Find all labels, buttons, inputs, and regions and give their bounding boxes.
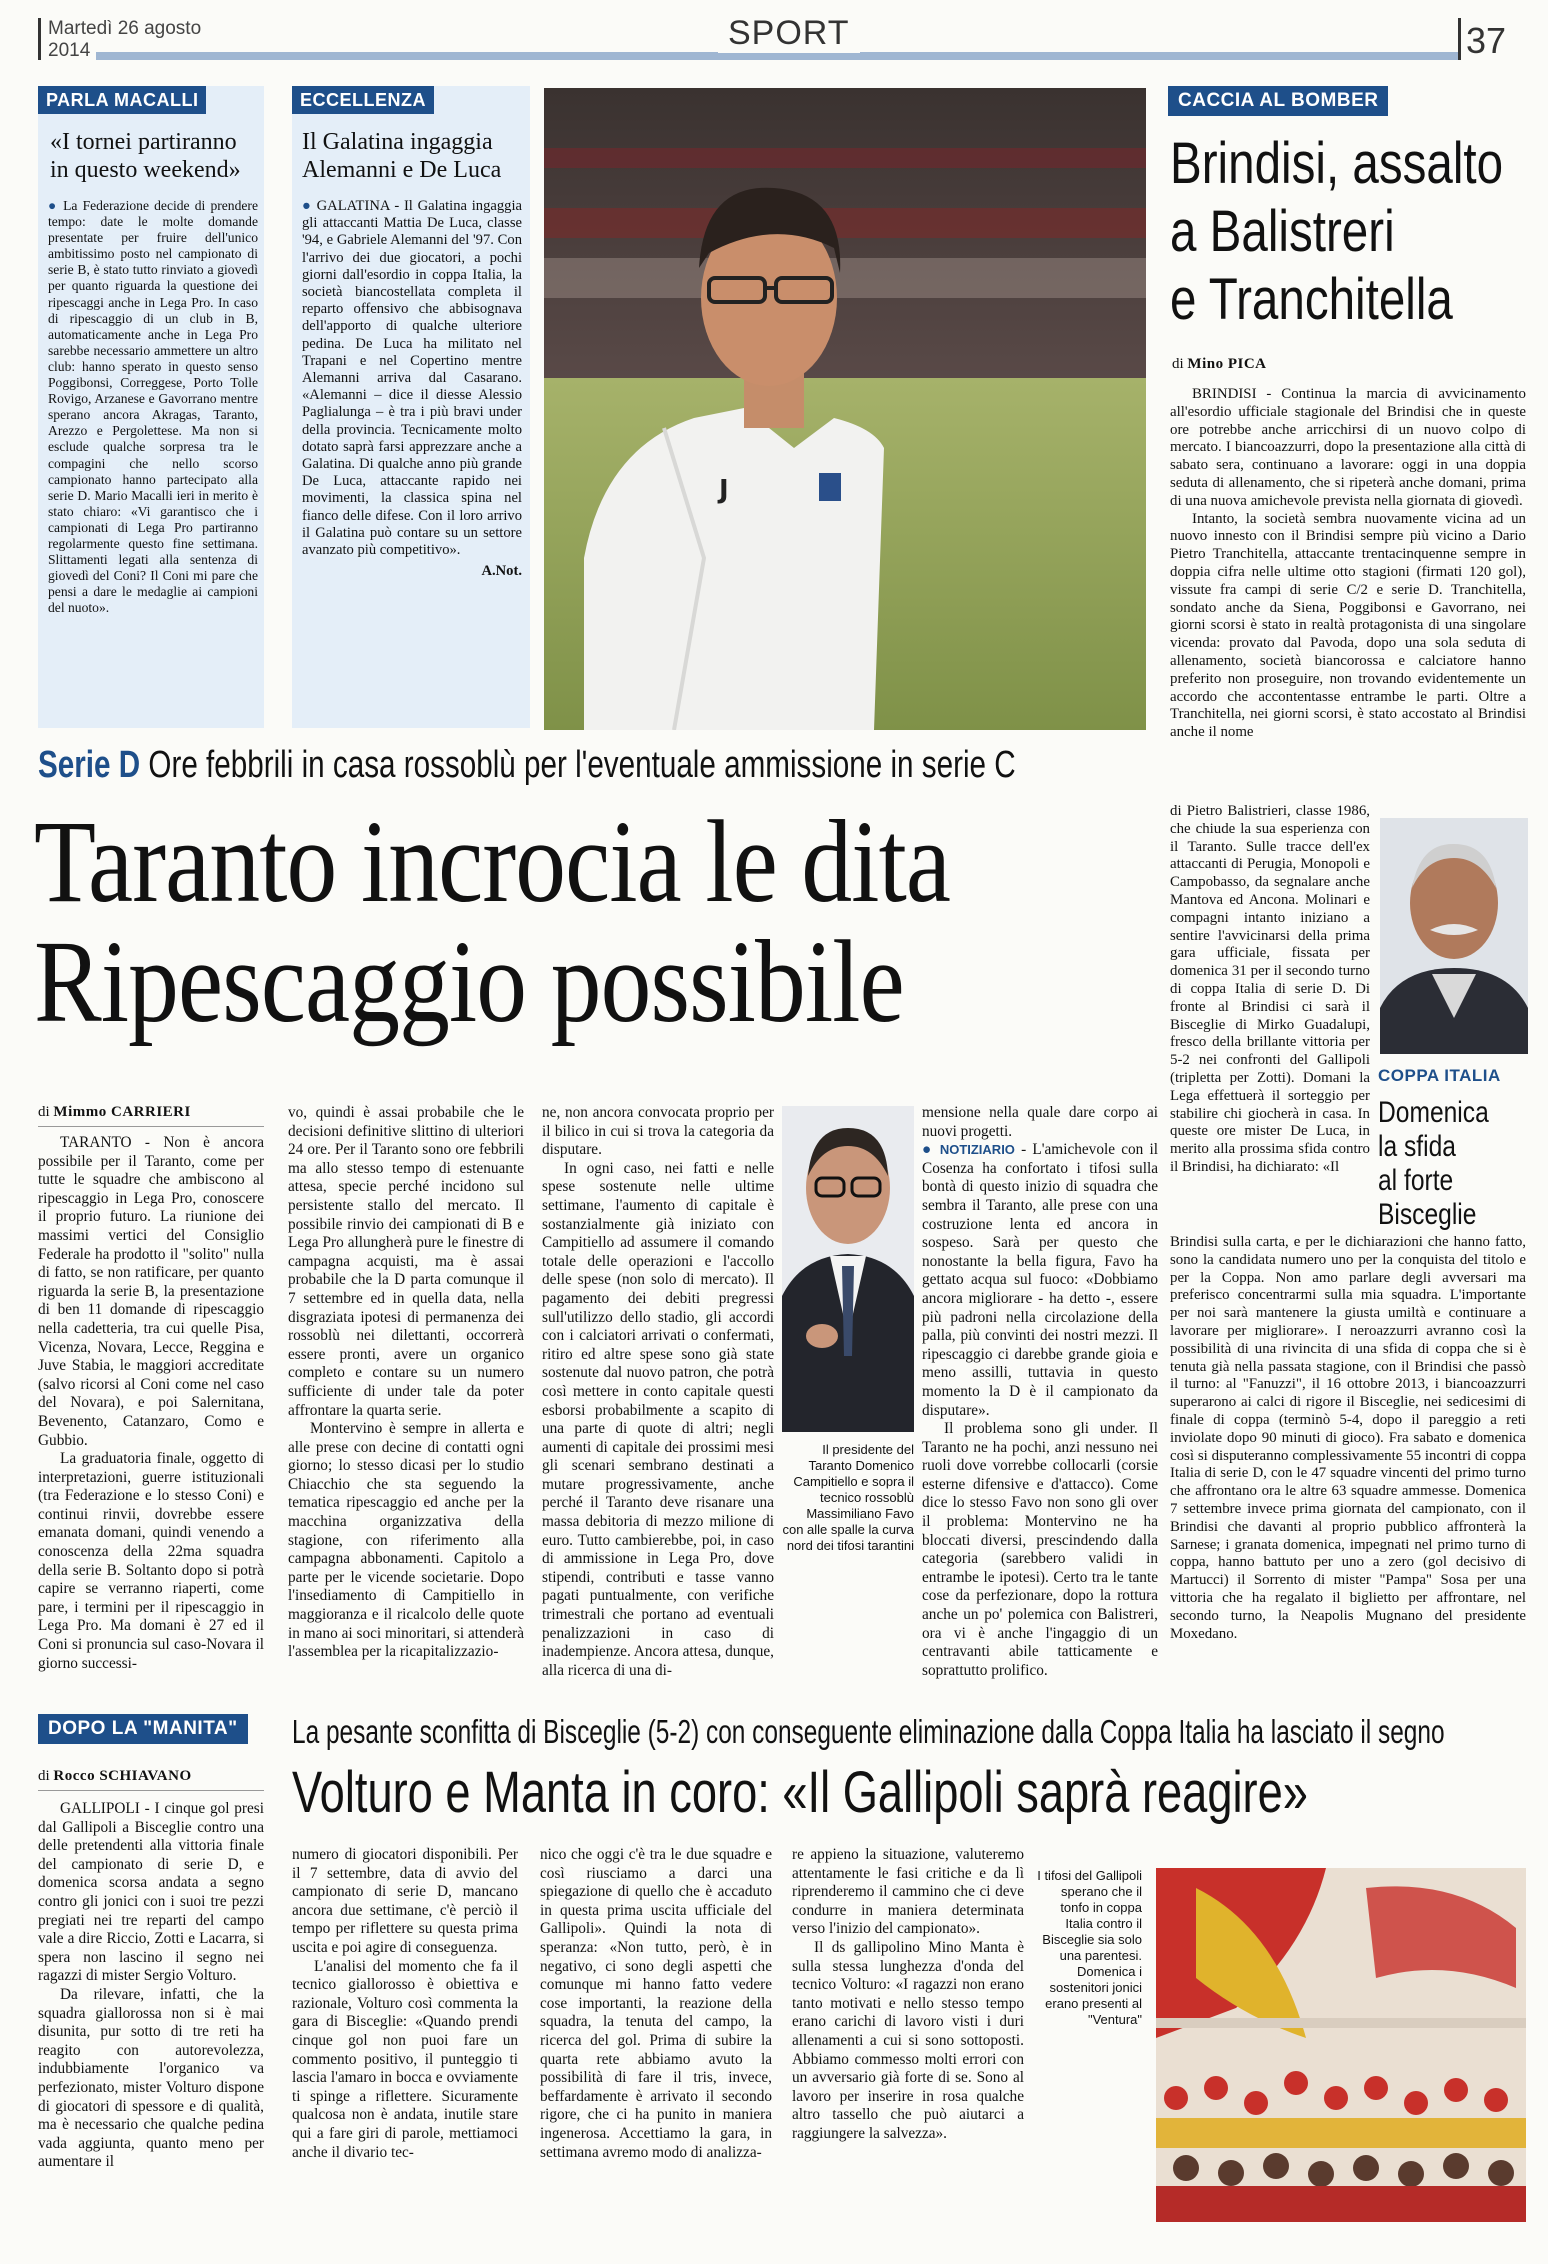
byline-prefix: di [38,1768,50,1784]
page-header [38,14,1507,64]
coppa-title-line: la sfida [1378,1130,1456,1163]
coppa-title-line: al forte [1378,1164,1454,1197]
brindisi-paragraph: Intanto, la società sembra nuovamente vicina ad un nuovo innesto con il Brindisi sempre più vicino a Dario Pietro Tranchitella, attaccante trentacinquenne sempre in doppia cifra nelle ultime otto stagioni (firmati 120 gol), vissute fra campi di serie C/2 e serie D. Tranchitella, sondato anche da Siena, Poggibonsi e Gavorrano, nei giorni scorsi è stato in realtà protagonista di una singolare vicenda: provato dal Pavoda, dopo una sola seduta di allenamento, società biancorossa e calciatore hanno preferito non proseguire, non trovando evidentemente un accordo che accontentasse entrambe le parti. Oltre a Tranchitella, nei giorni scorsi, è stato accostato al Brindisi anche il nome [1170,510,1526,741]
gallipoli-column-4 [792,1846,1024,2144]
taranto-headline-line: Ripescaggio possibile [34,916,904,1047]
macalli-body: La Federazione decide di prendere tempo: date le molte domande presentate per fruire dell'unico ambitissimo posto nel campionato di serie B, è stato tutto rinviato a giovedì per quanto riguarda la questione dei ripescaggi anche in Lega Pro. In caso di ripescaggio di un club in B, automaticamente anche in Lega Pro sarebbe necessario ammettere un altro club: hanno sperato in questo senso Poggibonsi, Correggese, Porto Tolle Rovigo, Arzanese e Gavorrano mentre sperano ancora Akragas, Taranto, Arezzo e Pergolettese. Ma non si esclude qualche sorpresa tra le compagini che nello scorso campionato hanno partecipato alla serie D. Mario Macalli ieri in merito è stato chiaro: «Vi garantisco che i campionati di Lega Pro partiranno regolarmente questo fine settimana. Slittamenti legati alla sentenza di giovedì del Coni? Il Coni mi pare che pensi a dare le medaglie ai campioni del nuoto». [48,198,258,616]
gallipoli-paragraph: re appieno la situazione, valuteremo attentamente le fasi critiche e da lì riprenderemo il cammino che ci deve condurre in maniera determinata verso l'inizio del campionato». [792,1846,1024,1938]
gallipoli-kicker: DOPO LA "MANITA" [38,1714,248,1744]
gallipoli-byline [38,1768,192,1785]
macalli-article [48,198,258,616]
notiziario-label: NOTIZIARIO [939,1142,1015,1158]
gallipoli-paragraph: numero di giocatori disponibili. Per il 7 settembre, data di avvio del campionato di serie D, mancano ancora due settimane, c'è perciò il tempo per riflettere su questa prima uscita e poi agire di conseguenza. [292,1846,518,1956]
gallipoli-paragraph: GALLIPOLI - I cinque gol presi dal Gallipoli a Bisceglie contro una delle pretendenti alla vittoria finale del campionato di serie D, e domenica scorsa andata a segno contro gli jonici con i suoi tre pezzi pregiati nei tre reparti del campo vale a dire Riccio, Zotti e Lacarra, si spera non lascino il segno nei ragazzi di mister Sergio Volturo. [38,1800,264,1985]
taranto-column-3 [542,1104,774,1680]
taranto-notiziario-text: L'amichevole con il Cosenza ha confortato i tifosi sulla bontà di questo inizio di squadra che sembra il Taranto, alle prese con una costruzione lenta ed ancora in sospeso. Sarà per questo che nonostante la bella figura, Favo ha gettato acqua sul fuoco: «Dobbiamo ancora migliorare - ha detto -, essere più padroni nella circolazione della palla, più convinti dei nostri mezzi. Il ripescaggio ci darebbe grande gioia e meno assilli, tuttavia in questo momento la D è il campionato da disputare». [922,1141,1158,1419]
taranto-paragraph: Il problema sono gli under. Il Taranto ne ha pochi, anzi nessuno nei ruoli dove vorrebbe collocarli (corsie esterne difensive e d'attacco). Come dice lo stesso Favo non sono gli over il problema: Montervino ne ha bloccati diversi, prescindendo dalla categoria (sarebbero validi in entrambe le ipotesi). Certo tra le tante cose da perfezionare, dopo la rottura anche un po' polemica con Balistreri, ora vi è anche l'ingaggio di un centravanti abile tatticamente e soprattutto prolifico. [922,1420,1158,1679]
svg-text:J: J [719,475,729,505]
coppa-title-line: Bisceglie [1378,1198,1477,1231]
taranto-column-4: mensione nella quale dare corpo ai nuovi progetti. ● NOTIZIARIO - L'amichevole con il Cosenza ha confortato i tifosi sulla bontà di questo inizio di squadra che sembra il Taranto, alle prese con una costruzione lenta ed ancora in sospeso. Sarà per questo che nonostante la bella figura, Favo ha gettato acqua sul fuoco: «Dobbiamo ancora migliorare - ha detto -, essere più padroni nella circolazione della palla, più convinti dei nostri mezzi. Il ripescaggio ci darebbe grande gioia e meno assilli, tuttavia in questo momento la D è il campionato da disputare». Il problema sono gli under. Il Taranto ne ha pochi, anzi nessuno nei ruoli dove vorrebbe collocarli (corsie esterne difensive e d'attacco). Come dice lo stesso Favo non sono gli over il problema: Montervino ne ha bloccati diversi, prescindendo dalla categoria (sarebbero validi in entrambe le ipotesi). Certo tra le tante cose da perfezionare, dopo la rottura anche un po' polemica con Balistreri, ora vi è anche l'ingaggio di un centravanti abile tatticamente e soprattutto prolifico. [922,1104,1158,1679]
taranto-byline [38,1104,191,1121]
byline-prefix: di [38,1104,50,1120]
page-number: 37 [1466,20,1507,61]
header-date: Martedì 26 agosto [48,18,202,39]
header-year: 2014 [48,40,91,61]
brindisi-title [1170,130,1503,334]
section-title: SPORT [718,14,860,53]
taranto-column-1 [38,1134,264,1673]
bullet-icon: ● [302,198,312,214]
brindisi-byline [1172,356,1267,373]
gallipoli-paragraph: Da rilevare, infatti, che la squadra giallorossa non si è mai disunita, pur sotto di tre reti ha reagito con autorevolezza, indubbiamente l'organico va perfezionato, mister Volturo dispone di giocatori di spessore e di qualità, ma è necessario che qualche pedina vada aggiunta, quanto meno per aumentare il [38,1985,264,2171]
taranto-paragraph: vo, quindi è assai probabile che le decisioni definitive slittino di ulteriori 24 ore. Per il Taranto sono ore febbrili ma allo stesso tempo di estenuante attesa, specie perché incidono sul persistente stallo del mercato. Il possibile rinvio dei campionati di B e Lega Pro allungherà pure le finestre di campagna acquisti, ma è assai probabile che la D parta comunque il 7 settembre ed in quella data, nella disgraziata ipotesi di permanenza dei rossoblù nei dilettanti, occorrerà essere pronti, avere un organico completo e contare su un numero sufficiente di under tale da poter affrontare la quarta serie. [288,1104,524,1419]
galatina-title: Il Galatina ingaggia Alemanni e De Luca [302,129,502,183]
taranto-paragraph: Montervino è sempre in allerta e alle prese con decine di contatti ogni giorno; lo stesso dicasi per lo studio Chiacchio che sta seguendo la tematica ripescaggio ed anche per la macchina organizzativa della stagione, con riferimento alla campagna abbonamenti. Capitolo a parte per le vicende societarie. Dopo l'insediamento di Campitiello in maggioranza e il ricalcolo delle quote in mano ai soci minoritari, si attenderà l'assemblea per la ricapitalizzazio- [288,1420,524,1661]
gallipoli-column-3 [540,1846,772,2162]
brindisi-article-wrap [1170,803,1370,1177]
taranto-paragraph: In ogni caso, nei fatti e nelle spese sostenute nelle ultime settimane, l'aumento di capitale è sostanzialmente già iniziato con Campitiello ad assumere il comando totale delle operazioni e l'accollo delle spese (non solo di mercato). Il pagamento dei debiti pregressi sull'utilizzo dello stadio, gli accordi con i calciatori arrivati o confermati, ritiro ed altre spese sono già state sostenute dal nuovo patron, che potrà così mettere in conto capitale questi esborsi probabilmente a scapito di una parte di quote di altri; negli aumenti di capitale dei prossimi mesi gli scenari sembrano destinati a mutare progressivamente, anche perché il Taranto deve risanare una massa debitoria di mezzo milione di euro. Tutto cambierebbe, poi, in caso di ammissione in Lega Pro, dove stipendi, contributi e tasse vanno pagati puntualmente, con verifiche trimestrali che portano ad eventuali penalizzazioni in caso di inadempienze. Ancora attesa, dunque, alla ricerca di una di- [542,1159,774,1679]
header-right-rule [1458,18,1461,60]
header-left-rule [38,18,41,60]
byline-rule [38,1126,264,1127]
fans-caption: I tifosi del Gallipoli sperano che il tonfo in coppa Italia contro il Bisceglie sia solo una parentesi. Domenica i sostenitori jonici erano presenti al "Ventura" [1037,1868,1142,2027]
fans-illustration [1156,1868,1526,2222]
brindisi-paragraph: di Pietro Balistrieri, classe 1986, che chiude la sua esperienza con il Taranto. Sulle tracce dell'ex attaccanti di Perugia, Monopoli e Campobasso, da segnalare anche Mantova ed Ancona. Molinari e compagni intanto iniziano a sentire l'avvicinarsi della prima gara ufficiale, fissata per domenica 31 per il secondo turno di coppa Italia di serie D. Di fronte al Brindisi ci sarà il Bisceglie di Mirko Guadalupi, fresco della brillante vittoria per 5-2 nei confronti del Gallipoli (tripletta per Zotti). Domani la Lega effettuerà il sorteggio per stabilire chi giocherà in casa. In queste ore mister De Luca, in merito alla prossima sfida contro il Brindisi, ha dichiarato: «Il [1170,803,1370,1175]
coppa-kicker: COPPA ITALIA [1378,1066,1501,1085]
president-caption: Il presidente del Taranto Domenico Campitiello e sopra il tecnico rossoblù Massimiliano Favo con alle spalle la curva nord dei tifosi tarantini [782,1442,914,1553]
brindisi-title-line: a Balistreri [1170,199,1395,264]
galatina-body: Il Galatina ingaggia gli attaccanti Mattia De Luca, classe '94, e Gabriele Alemanni del '97. Con l'arrivo dei due giocatori, a pochi giorni dall'esordio in coppa Italia, la società biancostellata completa il reparto offensivo che abbisognava dell'apporto di qualche ulteriore pedina. De Luca ha militato nel Trapani e nel Copertino mentre Alemanni arriva dal Casarano. «Alemanni – dice il diesse Alessio Paglialunga – è tra i più bravi under della provincia. Tecnicamente molto dotato saprà farsi apprezzare anche a Galatina. Di qualche anno più grande De Luca, attaccante rapido nei movimenti, la classica spina nel fianco delle difese. Con il loro arrivo il Galatina può contare su un settore avanzato più competitivo». [302,198,522,559]
taranto-column-2 [288,1104,524,1662]
brindisi-paragraph: Brindisi sulla carta, e per le dichiarazioni che hanno fatto, sono la candidata numero uno per la conquista del titolo e per la Coppa. Non amo parlare degli avversari ma preferisco concentrarmi sulla mia squadra. L'importante per noi sarà mantenere la giusta umiltà e continuare a lavorare per migliorare». I neroazzurri avranno così la possibilità di una rivincita di una sfida di coppa che si è tenuta già nella passata stagione, con il Brindisi che passò il turno: al "Fanuzzi", il 16 ottobre 2013, i biancoazzurri superarono ai calci di rigore il Bisceglie, nei sedicesimi di finale di coppa (terminò 5-4, dopo il pareggio a reti inviolate dopo 90 minuti di gioco). Fra sabato e domenica così si disputeranno complessivamente 55 incontri di coppa Italia di serie D, con le 47 squadre vincenti del primo turno che affrontano ora le altre 63 squadre ammesse. Domenica 7 settembre invece prima giornata del campionato, con il Brindisi che davanti al proprio pubblico affronterà la Sarnese; i granata domenica, impegnati nel primo turno di coppa, hanno battuto per uno a zero (gol decisivo di Martucci) il Sorrento di mister "Pampa" Sosa per una vittoria che ha regalato il biglietto per affrontare, nel secondo turno, la Neapolis Mugnano del presidente Moxedano. [1170,1234,1526,1642]
taranto-author: Mimmo CARRIERI [53,1104,191,1120]
brindisi-author: Mino PICA [1187,356,1267,372]
taranto-headline [34,796,951,1047]
byline-prefix: di [1172,356,1184,372]
byline-rule [38,1790,264,1791]
brindisi-paragraph: BRINDISI - Continua la marcia di avvicinamento all'esordio ufficiale stagionale del Brindisi che in queste ore potrebbe anche arricchirsi di un nuovo colpo di mercato. I biancoazzurri, dopo la presentazione alla città di sabato sera, continuano a lavorare: oggi in una doppia seduta di allenamento, che si ripeterà anche domani, prima di una nuova amichevole prevista nella giornata di giovedì. [1170,386,1526,509]
macalli-title: «I tornei partiranno in questo weekend» [50,129,241,183]
brindisi-title-line: Brindisi, assalto [1170,131,1504,196]
taranto-overline: Ore febbrili in casa rossoblù per l'eventuale ammissione in serie C [148,744,1016,786]
macalli-box [38,86,264,728]
galatina-dateline: GALATINA [316,198,390,214]
macalli-kicker: PARLA MACALLI [38,86,206,114]
gallipoli-headline: Volturo e Manta in coro: «Il Gallipoli saprà reagire» [292,1760,1308,1825]
president-illustration [782,1106,914,1432]
portrait-illustration [1380,818,1528,1054]
gallipoli-paragraph: Il ds gallipolino Mino Manta è sulla stessa lunghezza d'onda del tecnico Volturo: «I ragazzi non erano tanto motivati e nello stesso tempo erano carichi di lavoro visti i duri allenamenti a cui si sono sottoposti. Abbiamo commesso molti errori con un avversario già forte di se. Sono al lavoro per inserire in rosa qualche altro tassello che può aiutarci a raggiungere la salvezza». [792,1938,1024,2142]
gallipoli-author: Rocco SCHIAVANO [53,1768,192,1784]
galatina-signature: A.Not. [481,563,522,580]
president-photo [782,1106,914,1432]
taranto-paragraph: TARANTO - Non è ancora possibile per il Taranto, come per tutte le squadre che ambiscono al ripescaggio in Lega Pro, conoscere il proprio futuro. La riunione dei massimi vertici del Consiglio Federale ha prodotto il "solito" nulla di fatto, se non ratificare, per quanto riguarda la serie B, la presentazione di ben 11 domande di ripescaggio nella cadetteria, tra cui quelle Pisa, Vicenza, Novara, Lecce, Reggina e Juve Stabia, le maggiori accreditate (salvo ricorsi al Coni come nel caso del Novara), e poi Salernitana, Bevenento, Catanzaro, Como e Gubbio. [38,1134,264,1449]
coach-photo [544,88,1146,730]
taranto-paragraph: ne, non ancora convocata proprio per il bilico in cui si trova la categoria da disputare. [542,1104,774,1159]
taranto-overline-row [38,742,1016,788]
coppa-title-line: Domenica [1378,1096,1489,1129]
brindisi-article-top [1170,386,1526,742]
coppa-title [1378,1096,1489,1232]
gallipoli-column-2 [292,1846,518,2162]
taranto-paragraph: La graduatoria finale, oggetto di interpretazioni, guerre istituzionali (tra Federazione e lo stesso Coni) e continui rinvii, dovrebbe essere emanata domani, quindi venendo a conoscenza della 22ma squadra della serie B. Soltanto dopo si potrà capire se verranno riaperti, come pare, i termini per il ripescaggio in Lega Pro. Ma domani è 27 ed il Coni si pronuncia sul caso-Novara il giorno successi- [38,1450,264,1672]
author-portrait [1380,818,1528,1054]
coach-photo-illustration [544,88,1146,730]
brindisi-kicker: CACCIA AL BOMBER [1168,86,1388,116]
brindisi-article-bottom [1170,1234,1526,1643]
taranto-headline-line: Taranto incrocia le dita [34,796,951,927]
gallipoli-overline: La pesante sconfitta di Bisceglie (5-2) con conseguente eliminazione dalla Coppa Italia ha lasciato il segno [292,1713,1445,1750]
brindisi-title-line: e Tranchitella [1170,267,1453,332]
galatina-kicker: ECCELLENZA [292,86,434,114]
taranto-paragraph: mensione nella quale dare corpo ai nuovi progetti. [922,1104,1158,1140]
galatina-article: ● GALATINA - Il Galatina ingaggia gli attaccanti Mattia De Luca, classe '94, e Gabriele Alemanni del '97. Con l'arrivo dei due giocatori, a pochi giorni dall'esordio in coppa Italia, la società biancostellata completa il reparto offensivo che abbisognava dell'apporto di qualche ulteriore pedina. De Luca ha militato nel Trapani e nel Copertino mentre Alemanni arriva dal Casarano. «Alemanni – dice il diesse Alessio Paglialunga – è tra i più bravi under della provincia. Tecnicamente molto dotato saprà farsi apprezzare anche a Galatina. Di qualche anno più grande De Luca, attaccante rapido nei movimenti, la classica spina nel fianco delle difese. Con il loro arrivo il Galatina può contare su un settore avanzato più competitivo». A.Not. [302,198,522,580]
galatina-box [292,86,530,728]
header-band [96,52,1458,60]
bullet-icon: ● [922,1141,934,1159]
taranto-overline-tag: Serie D [38,744,141,786]
gallipoli-paragraph: nico che oggi c'è tra le due squadre e così riusciamo a darci una spiegazione di quello che è accaduto in questa prima uscita ufficiale del Gallipoli». Quindi la nota di speranza: «Non tutto, però, è in negativo, ci sono degli aspetti che comunque mi hanno fatto vedere cose importanti, la reazione della squadra, la tenuta del campo, la ricerca del gol. Prima di subire la quarta rete abbiamo avuto la possibilità di fare il tris, invece, beffardamente è arrivato il secondo rigore, che ci ha punito in maniera ingenerosa. Accettiamo la gara, in settimana avremo modo di analizza- [540,1846,772,2161]
gallipoli-paragraph: L'analisi del momento che fa il tecnico giallorosso è obiettiva e razionale, Volturo così commenta la gara di Bisceglie: «Quando prendi cinque gol non puoi fare un commento positivo, il punteggio ti lascia l'amaro in bocca e ovviamente ti spinge a riflettere. Sicuramente qualcosa non è andata, inutile stare qui a fare giri di parole, mettiamoci anche il divario tec- [292,1957,518,2161]
bullet-icon: ● [48,198,58,213]
fans-photo [1156,1868,1526,2222]
gallipoli-column-1 [38,1800,264,2172]
